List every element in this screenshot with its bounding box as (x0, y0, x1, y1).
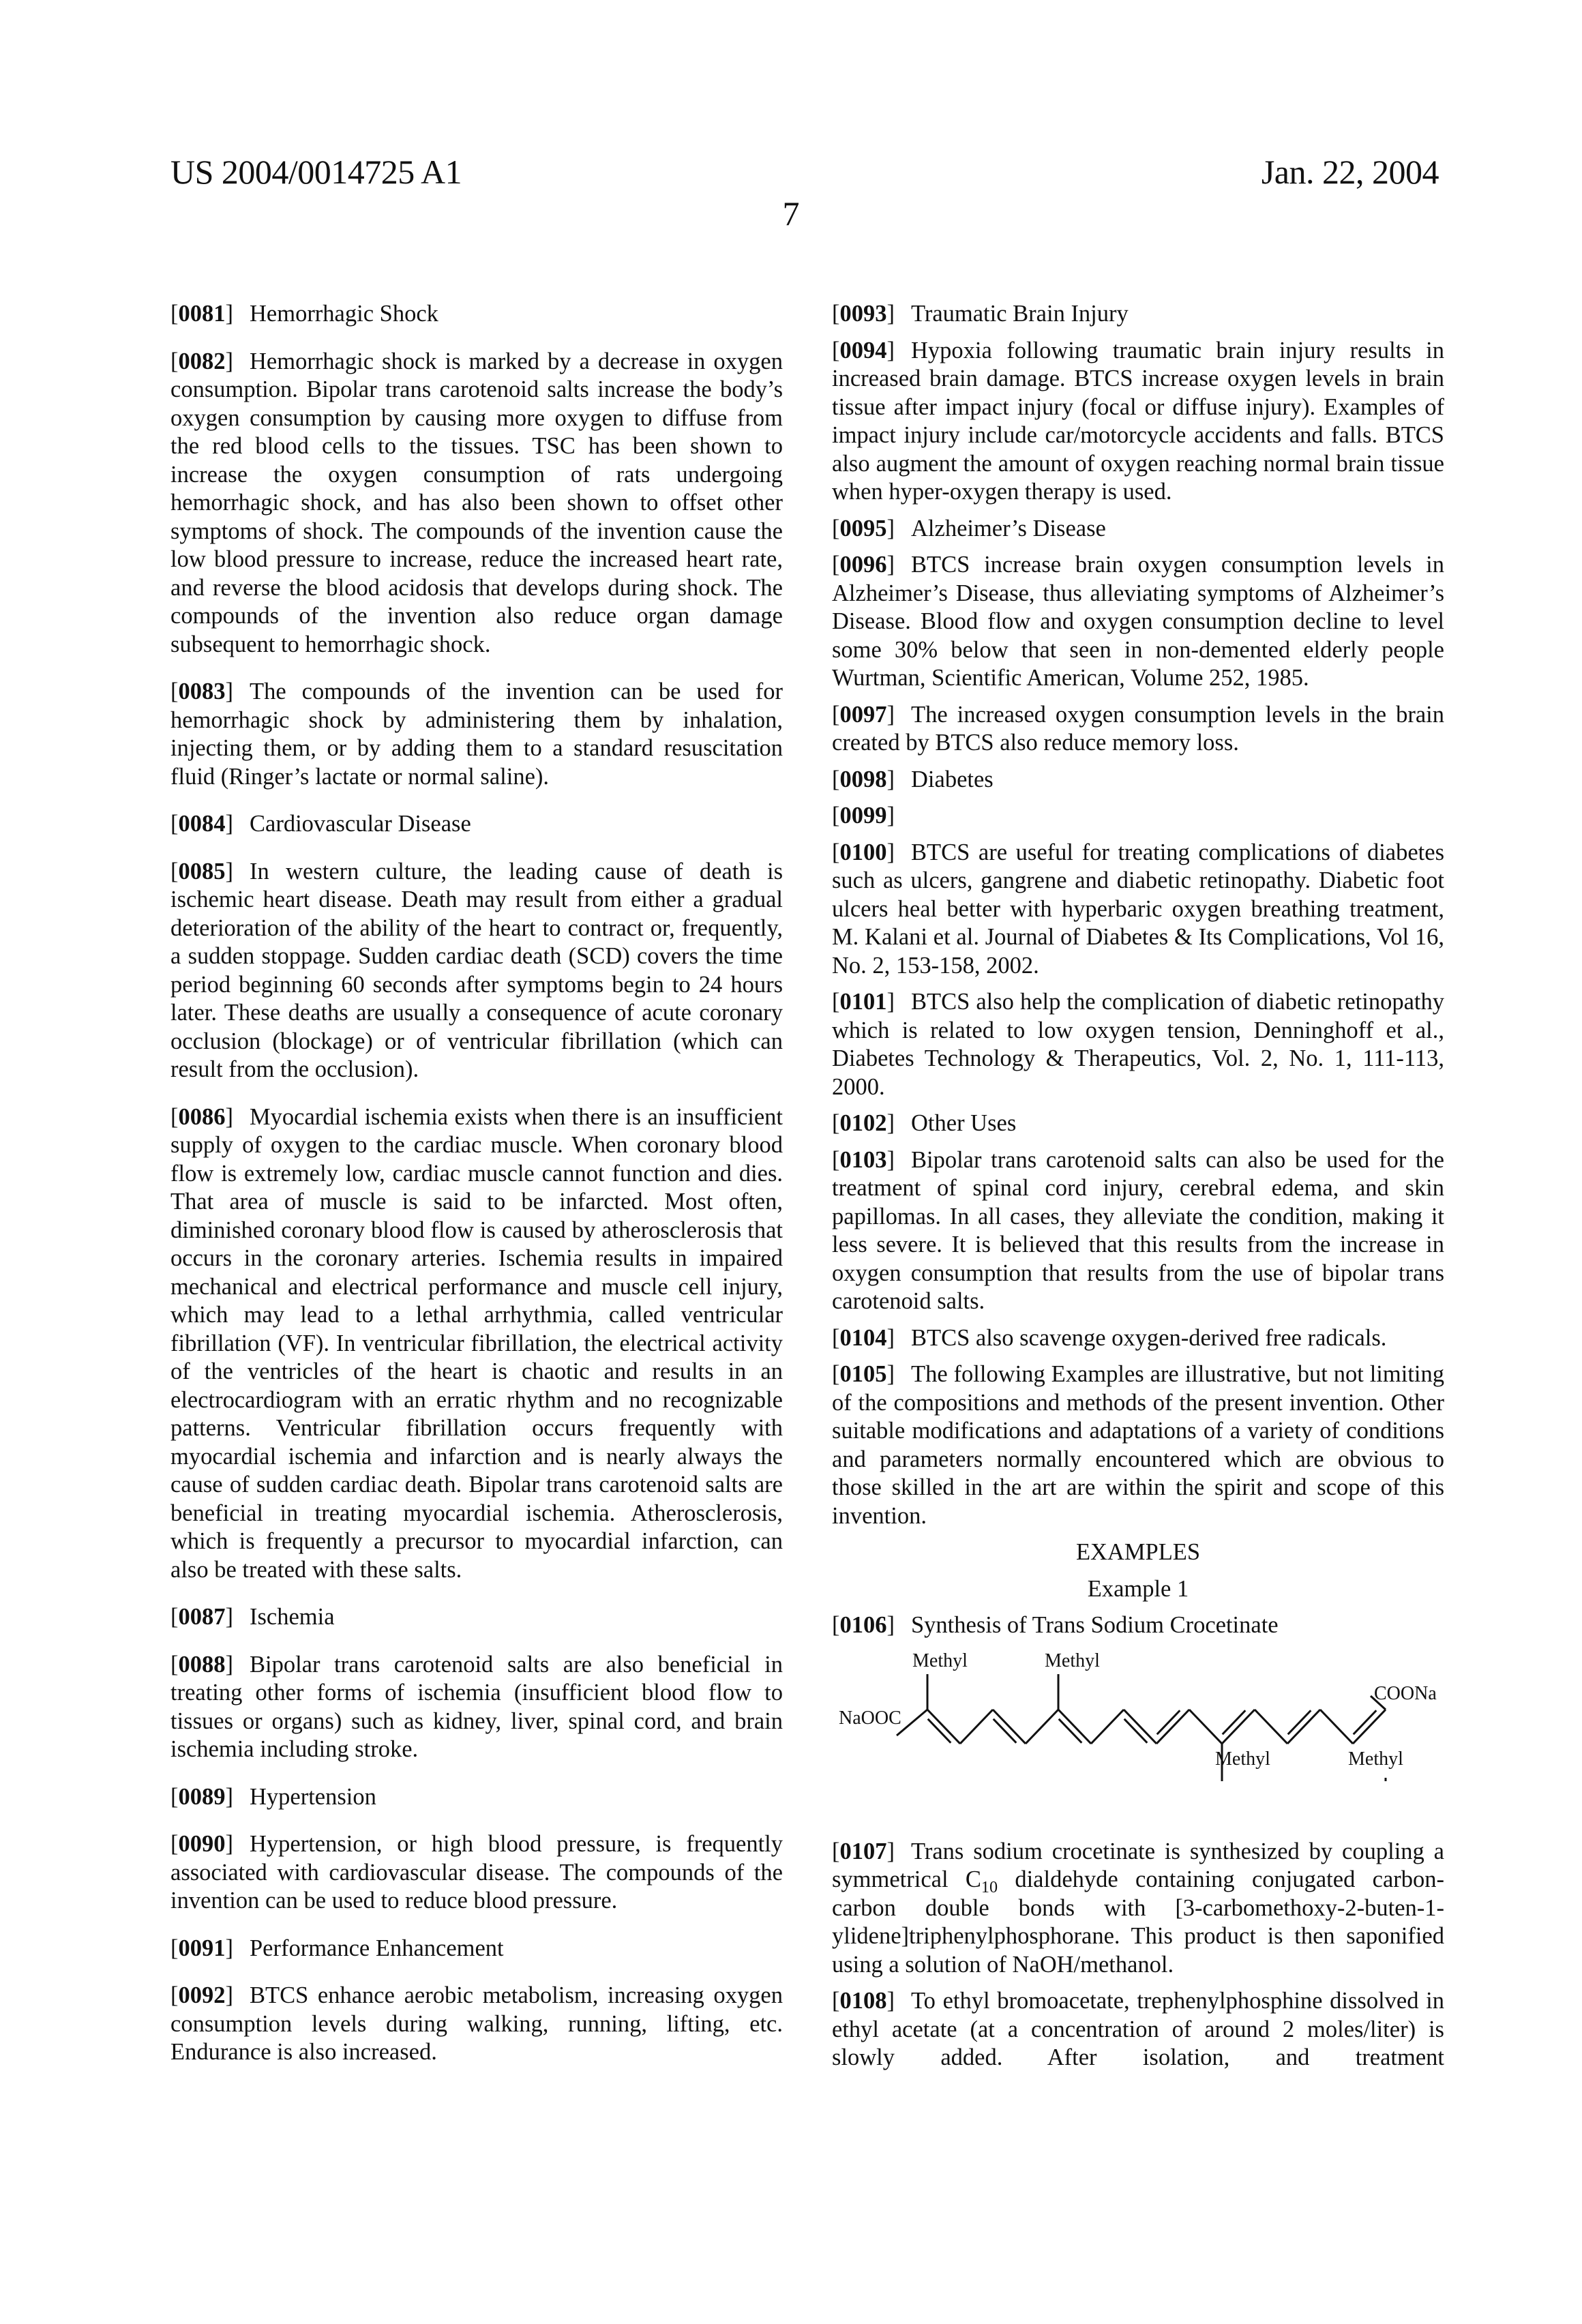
paragraph-text: The following Examples are illustrative, but not limiting of the compositions and methods of the present invention. Other suitable modifications and adaptations of a variety of conditions and parameters normally encountered which are obvious to those skilled in the art are within the spirit and scope of this invention. (832, 1361, 1444, 1529)
paragraph-0093 (832, 300, 1444, 329)
section-heading: Diabetes (911, 766, 994, 792)
bond-single (1222, 1710, 1255, 1744)
paragraph-text: Hypertension, or high blood pressure, is frequently associated with cardiovascular disease. The compounds of the invention can be used to reduce blood pressure. (170, 1831, 783, 1913)
paragraph-0094 (832, 337, 1444, 507)
paragraph-0091 (170, 1935, 783, 1963)
paragraph-number: [0081] (170, 301, 233, 327)
bond-single (1058, 1710, 1091, 1744)
methyl-label-bottom-2: Methyl (1348, 1748, 1403, 1770)
paragraph-text: Trans sodium crocetinate is synthesized by coupling a symmetrical C (832, 1838, 1444, 1892)
paragraph-number: [0107] (832, 1838, 895, 1864)
paragraph-0087 (170, 1603, 783, 1632)
paragraph-number: [0095] (832, 515, 895, 541)
paragraph-number: [0102] (832, 1110, 895, 1136)
paragraph-0095 (832, 515, 1444, 543)
subscript: 10 (981, 1877, 998, 1896)
paragraph-text: Hypoxia following traumatic brain injury results in increased brain damage. BTCS increase oxygen levels in brain tissue after impact injury (focal or diffuse injury). Examples of impact injury include car/motorcycle accidents and falls. BTCS also augment the amount of oxygen reaching normal brain tissue when hyper-oxygen therapy is used. (832, 337, 1444, 505)
paragraph-text: The increased oxygen consumption levels in the brain created by BTCS also reduce memory loss. (832, 701, 1444, 756)
paragraph-text: In western culture, the leading cause of death is ischemic heart disease. Death may result from either a gradual deterioration of the ability of the heart to contract or, frequently, a sudden stoppage. Sudden cardiac death (SCD) covers the time period beginning 60 seconds after symptoms begin to 24 hours later. These deaths are usually a consequence of acute coronary occlusion (blockage) or of ventricular fibrillation (which can result from the occlusion). (170, 858, 783, 1082)
paragraph-0090 (170, 1830, 783, 1916)
chemical-structure-diagram (832, 1648, 1444, 1819)
section-heading: Other Uses (911, 1110, 1017, 1136)
paragraph-0104 (832, 1324, 1444, 1353)
example-1-heading: Example 1 (1087, 1575, 1189, 1602)
paragraph-number: [0084] (170, 811, 233, 837)
paragraph-number: [0092] (170, 1982, 233, 2008)
paragraph-number: [0089] (170, 1783, 233, 1810)
paragraph-number: [0101] (832, 989, 895, 1015)
right-column (832, 300, 1444, 2081)
left-column (170, 300, 783, 2086)
paragraph-number: [0082] (170, 348, 233, 374)
paragraph-0100 (832, 839, 1444, 981)
bond-single (1189, 1710, 1222, 1744)
paragraph-number: [0091] (170, 1935, 233, 1961)
section-heading: Alzheimer’s Disease (911, 515, 1106, 541)
paragraph-0102 (832, 1109, 1444, 1138)
bond-single (1353, 1710, 1386, 1744)
header-publication-number: US 2004/0014725 A1 (170, 153, 462, 191)
paragraph-number: [0103] (832, 1146, 895, 1173)
paragraph-number: [0108] (832, 1988, 895, 2014)
paragraph-0105 (832, 1360, 1444, 1530)
methyl-label-top-2: Methyl (1045, 1650, 1100, 1671)
paragraph-0106 (832, 1611, 1444, 1640)
paragraph-number: [0094] (832, 337, 895, 363)
paragraph-0107 (832, 1838, 1444, 1980)
paragraph-number: [0105] (832, 1361, 895, 1387)
section-heading: Hemorrhagic Shock (250, 301, 438, 327)
paragraph-number: [0085] (170, 858, 233, 884)
paragraph-0083 (170, 678, 783, 791)
chemical-structure-bonds (832, 1648, 1444, 1819)
paragraph-text: Bipolar trans carotenoid salts are also beneficial in treating other forms of ischemia (insufficient blood flow to tissues or organs) such as kidney, liver, spinal cord, and brain ischemia including stroke. (170, 1651, 783, 1762)
paragraph-0081 (170, 300, 783, 329)
bond-single (960, 1710, 993, 1744)
paragraph-number: [0088] (170, 1651, 233, 1678)
paragraph-number: [0098] (832, 766, 895, 792)
paragraph-0108 (832, 1987, 1444, 2072)
bond-single (1287, 1710, 1320, 1744)
bond-single (1026, 1710, 1058, 1744)
terminal-group-left: NaOOC (839, 1707, 901, 1729)
paragraph-number: [0106] (832, 1612, 895, 1638)
header-date: Jan. 22, 2004 (1261, 153, 1439, 191)
paragraph-number: [0104] (832, 1324, 895, 1351)
section-heading: Cardiovascular Disease (250, 811, 471, 837)
examples-heading: EXAMPLES (1075, 1539, 1201, 1565)
paragraph-text: BTCS enhance aerobic metabolism, increasing oxygen consumption levels during walking, running, lifting, etc. Endurance is also increased. (170, 1982, 783, 2065)
paragraph-text: BTCS also help the complication of diabetic retinopathy which is related to low oxygen tension, Denninghoff et al., Diabetes Technology & Therapeutics, Vol. 2, No. 1, 111-113, 2000. (832, 989, 1444, 1100)
header-page-number: 7 (782, 194, 800, 233)
paragraph-number: [0097] (832, 701, 895, 728)
paragraph-text-cont: dialdehyde containing conjugated carbon-carbon double bonds with [3-carbomethoxy-2-buten-1-ylidene]triphenylphosphorane. This product is then saponified using a solution of NaOH/methanol. (832, 1866, 1445, 1978)
paragraph-number: [0096] (832, 552, 895, 578)
paragraph-0103 (832, 1146, 1444, 1316)
bond-single (927, 1710, 960, 1744)
paragraph-number: [0083] (170, 679, 233, 704)
paragraph-text: To ethyl bromoacetate, trephenylphosphine dissolved in ethyl acetate (at a concentration of around 2 moles/liter) is slowly added. After isolation, and treatment (832, 1988, 1444, 2070)
paragraph-0085 (170, 858, 783, 1084)
section-heading: Traumatic Brain Injury (911, 301, 1129, 327)
bond-single (1156, 1710, 1189, 1744)
paragraph-0101 (832, 988, 1444, 1101)
terminal-group-right: COONa (1374, 1682, 1437, 1704)
paragraph-text: BTCS also scavenge oxygen-derived free radicals. (911, 1324, 1387, 1351)
bond-single (993, 1710, 1026, 1744)
paragraph-0084 (170, 810, 783, 839)
paragraph-number: [0090] (170, 1831, 233, 1857)
paragraph-0096 (832, 551, 1444, 693)
paragraph-text: BTCS increase brain oxygen consumption levels in Alzheimer’s Disease, thus alleviating symptoms of Alzheimer’s Disease. Blood flow and oxygen consumption decline to level some 30% below that seen in non-demented elderly people Wurtman, Scientific American, Volume 252, 1985. (832, 552, 1444, 691)
bond-single (1124, 1710, 1156, 1744)
paragraph-0099 (832, 802, 1444, 831)
paragraph-text: Synthesis of Trans Sodium Crocetinate (911, 1612, 1279, 1638)
paragraph-0098 (832, 766, 1444, 794)
paragraph-text: BTCS are useful for treating complications of diabetes such as ulcers, gangrene and diabetic retinopathy. Diabetic foot ulcers heal better with hyperbaric oxygen breathing treatment, M. Kalani et al. Journal of Diabetes & Its Complications, Vol 16, No. 2, 153-158, 2002. (832, 839, 1444, 979)
paragraph-text: The compounds of the invention can be used for hemorrhagic shock by administering them by inhalation, injecting them, or by adding them to a standard resuscitation fluid (Ringer’s lactate or normal saline). (170, 679, 783, 790)
paragraph-0092 (170, 1982, 783, 2067)
paragraph-number: [0099] (832, 803, 895, 829)
paragraph-number: [0100] (832, 839, 895, 865)
paragraph-0082 (170, 348, 783, 659)
paragraph-0097 (832, 701, 1444, 758)
paragraph-0088 (170, 1651, 783, 1764)
paragraph-0089 (170, 1783, 783, 1812)
bond-single (1255, 1710, 1287, 1744)
paragraph-0086 (170, 1103, 783, 1585)
paragraph-number: [0093] (832, 301, 895, 327)
methyl-label-top-1: Methyl (912, 1650, 968, 1671)
paragraph-text: Bipolar trans carotenoid salts can also be used for the treatment of spinal cord injury, cerebral edema, and skin papillomas. In all cases, they alleviate the condition, making it less severe. It is believed that this results from the increase in oxygen consumption that results from the use of bipolar trans carotenoid salts. (832, 1146, 1444, 1314)
section-heading: Ischemia (250, 1604, 335, 1630)
paragraph-number: [0086] (170, 1103, 233, 1130)
bond-single (1091, 1710, 1124, 1744)
paragraph-text: Hemorrhagic shock is marked by a decrease in oxygen consumption. Bipolar trans carotenoid salts increase the body’s oxygen consumption by causing more oxygen to diffuse from the red blood cells to the tissues. TSC has been shown to increase the oxygen consumption of rats undergoing hemorrhagic shock, and has also been shown to offset other symptoms of shock. The compounds of the invention cause the low blood pressure to increase, reduce the increased heart rate, and reverse the blood acidosis that develops during shock. The compounds of the invention also reduce organ damage subsequent to hemorrhagic shock. (170, 348, 783, 657)
methyl-label-bottom-1: Methyl (1215, 1748, 1270, 1770)
section-heading: Performance Enhancement (250, 1935, 504, 1961)
bond-single (1320, 1710, 1353, 1744)
section-heading: Hypertension (250, 1783, 376, 1810)
paragraph-text: Myocardial ischemia exists when there is an insufficient supply of oxygen to the cardiac muscle. When coronary blood flow is extremely low, cardiac muscle cannot function and dies. That area of muscle is said to be infarcted. Most often, diminished coronary blood flow is caused by atherosclerosis that occurs in the coronary arteries. Ischemia results in impaired mechanical and electrical performance and muscle cell injury, which may lead to a lethal arrhythmia, called ventricular fibrillation (VF). In ventricular fibrillation, the electrical activity of the ventricles of the heart is chaotic and results in an electrocardiogram with an erratic rhythm and no recognizable patterns. Ventricular fibrillation occurs frequently with myocardial ischemia and infarction and is nearly always the cause of sudden cardiac death. Bipolar trans carotenoid salts are beneficial in treating myocardial ischemia. Atherosclerosis, which is frequently a precursor to myocardial infarction, can also be treated with these salts. (170, 1103, 783, 1583)
paragraph-number: [0087] (170, 1604, 233, 1630)
